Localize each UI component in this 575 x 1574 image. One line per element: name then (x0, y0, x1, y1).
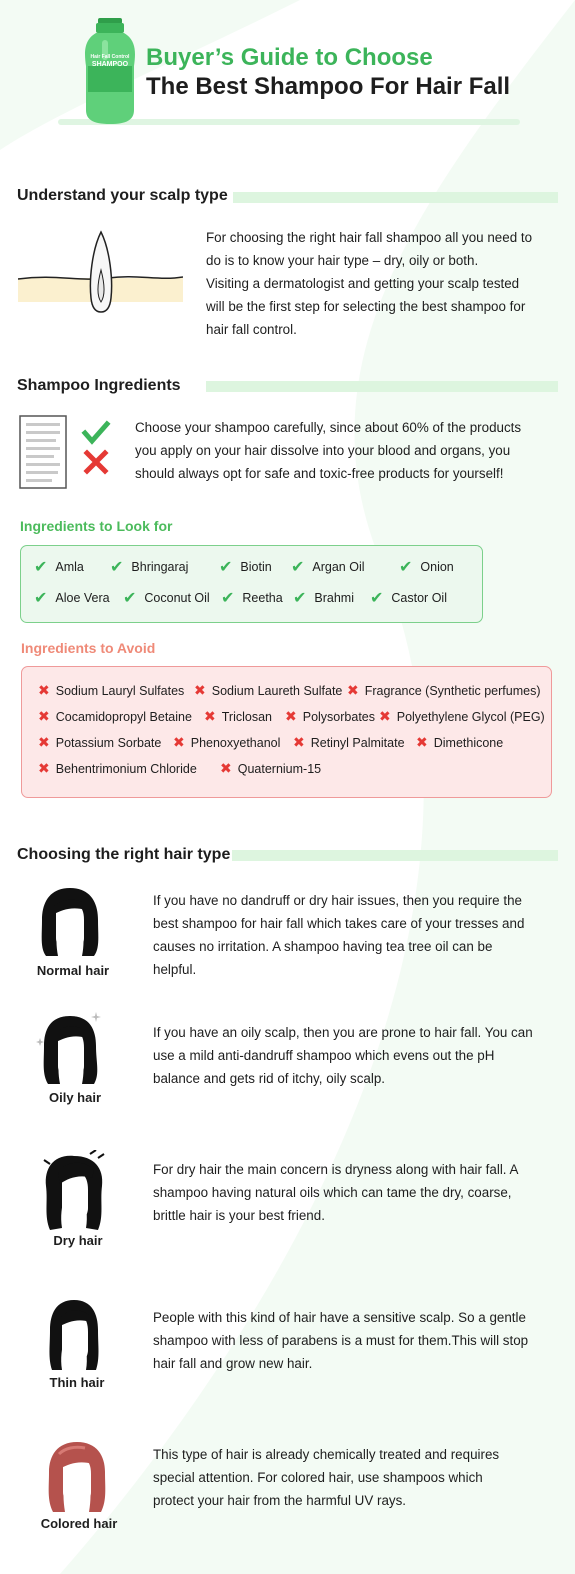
thin-hair-text: People with this kind of hair have a sensitive scalp. So a gentle shampoo with less of parabens is a must for them.This will stop hair fall and grow new hair. (153, 1310, 529, 1371)
cross-icon: ✖ (173, 734, 185, 750)
look-item: ✔ Onion (399, 559, 454, 576)
thin-hair-label: Thin hair (49, 1375, 105, 1390)
check-icon: ✔ (110, 559, 124, 576)
look-item: ✔ Brahmi (293, 590, 354, 607)
colored-hair-label: Colored hair (40, 1516, 118, 1531)
look-item: ✔ Coconut Oil (123, 590, 210, 607)
scalp-paragraph (206, 226, 556, 341)
check-icon: ✔ (34, 590, 48, 607)
cross-icon: ✖ (293, 734, 305, 750)
avoid-item: ✖ Polysorbates (285, 708, 375, 724)
look-item: ✔ Reetha (221, 590, 283, 607)
look-item: ✔ Amla (34, 559, 84, 576)
cross-icon: ✖ (38, 760, 50, 776)
thin-hair-icon (44, 1296, 104, 1372)
check-icon: ✔ (221, 590, 235, 607)
check-icon: ✔ (123, 590, 137, 607)
hair-type-heading-bar (232, 850, 558, 861)
avoid-item: ✖ Sodium Lauryl Sulfates (38, 682, 185, 698)
avoid-item: ✖ Phenoxyethanol (173, 734, 281, 750)
oily-hair-icon (34, 1008, 106, 1088)
avoid-item: ✖ Retinyl Palmitate (293, 734, 405, 750)
colored-hair-icon (45, 1440, 109, 1514)
normal-hair-text: If you have no dandruff or dry hair issues, then you require the best shampoo for hair fall which takes care of your tresses and causes no irritation. A shampoo having tea tree oil can be helpful. (153, 893, 525, 977)
page-title-line2: The Best Shampoo For Hair Fall (146, 73, 511, 100)
checklist-document-icon (19, 415, 114, 490)
check-icon: ✔ (370, 590, 384, 607)
page-title-line1: Buyer’s Guide to Choose (146, 44, 433, 71)
hair-follicle-icon (18, 230, 183, 325)
cross-icon: ✖ (38, 708, 50, 724)
check-icon: ✔ (291, 559, 305, 576)
scalp-heading: Understand your scalp type (17, 187, 228, 204)
oily-hair-text: If you have an oily scalp, then you are prone to hair fall. You can use a mild anti-dandruff shampoo which evens out the pH balance and gets rid of itchy, oily scalp. (153, 1025, 533, 1086)
avoid-item: ✖ Fragrance (Synthetic perfumes) (347, 682, 541, 698)
avoid-item: ✖ Quaternium-15 (220, 760, 322, 776)
dry-hair-icon (40, 1150, 108, 1232)
cross-icon: ✖ (220, 760, 232, 776)
look-for-box (20, 545, 483, 623)
scalp-line-1: For choosing the right hair fall shampoo all you need to (206, 230, 533, 245)
dry-hair-text: For dry hair the main concern is dryness along with hair fall. A shampoo having natural oils which can tame the dry, coarse, brittle hair is your best friend. (153, 1162, 519, 1223)
check-icon: ✔ (293, 590, 307, 607)
cross-icon: ✖ (285, 708, 297, 724)
look-for-title: Ingredients to Look for (20, 518, 173, 534)
scalp-line-3: Visiting a dermatologist and getting your scalp tested (206, 276, 520, 291)
avoid-item: ✖ Dimethicone (416, 734, 504, 750)
look-item: ✔ Bhringaraj (110, 559, 189, 576)
scalp-line-2: do is to know your hair type – dry, oily or both. (206, 253, 479, 268)
cross-icon: ✖ (194, 682, 206, 698)
normal-hair-icon (38, 886, 102, 958)
check-icon: ✔ (399, 559, 413, 576)
ingredients-heading: Shampoo Ingredients (17, 377, 181, 394)
look-item: ✔ Argan Oil (291, 559, 365, 576)
cross-icon: ✖ (38, 682, 50, 698)
cross-icon: ✖ (204, 708, 216, 724)
ingredients-heading-bar (206, 381, 558, 392)
ingredients-line-3: should always opt for safe and toxic-free products for yourself! (135, 466, 504, 481)
oily-hair-label: Oily hair (48, 1090, 102, 1105)
ingredients-line-1: Choose your shampoo carefully, since about 60% of the products (135, 420, 522, 435)
check-icon: ✔ (34, 559, 48, 576)
ingredients-paragraph (135, 416, 560, 485)
bottle-label-big: SHAMPOO (91, 61, 129, 68)
avoid-item: ✖ Polyethylene Glycol (PEG) (379, 708, 545, 724)
cross-icon: ✖ (416, 734, 428, 750)
avoid-item: ✖ Sodium Laureth Sulfate (194, 682, 343, 698)
scalp-line-4: will be the first step for selecting the best shampoo for (206, 299, 526, 314)
normal-hair-label: Normal hair (36, 963, 110, 978)
bottle-label-small: Hair Fall Control (90, 54, 130, 60)
hair-type-heading: Choosing the right hair type (17, 846, 231, 863)
scalp-line-5: hair fall control. (206, 322, 297, 337)
avoid-box (21, 666, 552, 798)
avoid-item: ✖ Behentrimonium Chloride (38, 760, 197, 776)
dry-hair-label: Dry hair (53, 1233, 103, 1248)
cross-icon: ✖ (38, 734, 50, 750)
avoid-item: ✖ Triclosan (204, 708, 272, 724)
avoid-item: ✖ Potassium Sorbate (38, 734, 162, 750)
look-item: ✔ Castor Oil (370, 590, 447, 607)
scalp-heading-bar (233, 192, 558, 203)
cross-icon: ✖ (379, 708, 391, 724)
cross-icon: ✖ (347, 682, 359, 698)
look-item: ✔ Aloe Vera (34, 590, 110, 607)
avoid-item: ✖ Cocamidopropyl Betaine (38, 708, 192, 724)
avoid-title: Ingredients to Avoid (21, 640, 156, 656)
look-item: ✔ Biotin (219, 559, 272, 576)
colored-hair-text: This type of hair is already chemically treated and requires special attention. For colored hair, use shampoos which protect your hair from the harmful UV rays. (153, 1447, 500, 1508)
shampoo-bottle-icon (78, 18, 142, 126)
check-icon: ✔ (219, 559, 233, 576)
ingredients-line-2: you apply on your hair dissolve into your blood and organs, you (135, 443, 511, 458)
